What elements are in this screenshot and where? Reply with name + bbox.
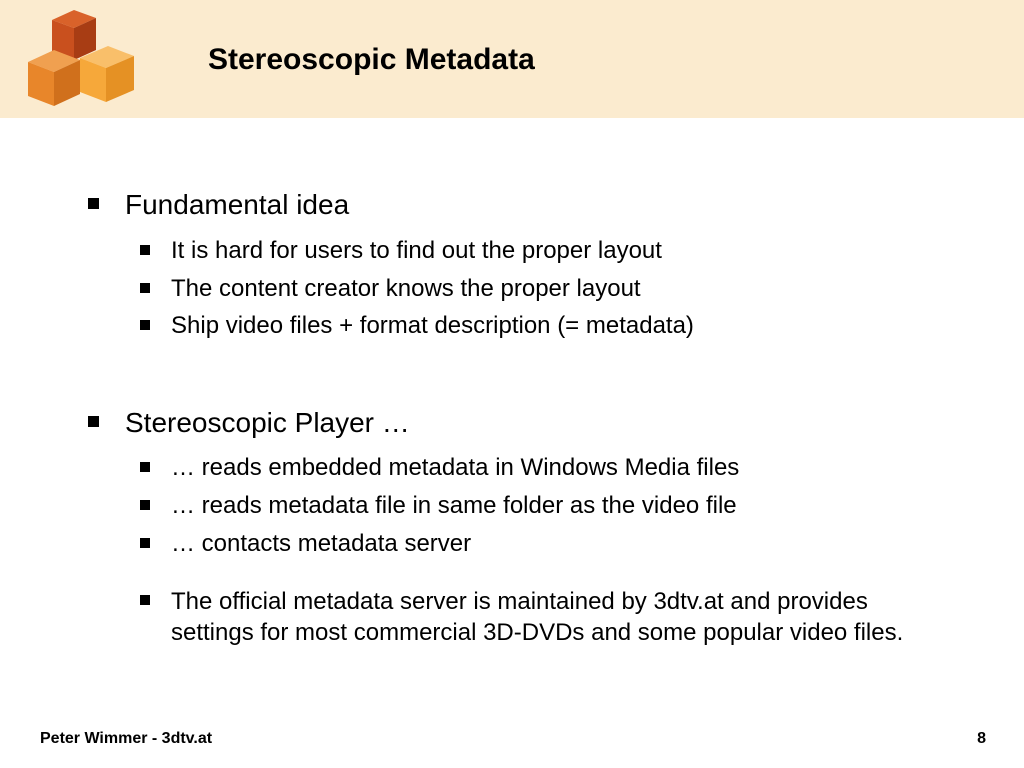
square-bullet-icon: [140, 595, 150, 605]
square-bullet-icon: [140, 320, 150, 330]
slide-title: Stereoscopic Metadata: [208, 43, 535, 76]
sub-bullet-text: The official metadata server is maintained by 3dtv.at and provides settings for most commercial 3D-DVDs and some popular video files.: [171, 588, 904, 646]
square-bullet-icon: [88, 198, 99, 209]
square-bullet-icon: [140, 462, 150, 472]
sub-bullet-text: It is hard for users to find out the proper layout: [171, 237, 662, 264]
square-bullet-icon: [140, 500, 150, 510]
square-bullet-icon: [140, 538, 150, 548]
section-heading: Fundamental idea: [125, 189, 350, 220]
sub-bullet-text: … reads metadata file in same folder as the video file: [171, 492, 737, 519]
page-number: 8: [977, 730, 986, 747]
sub-bullet-text: … reads embedded metadata in Windows Media files: [171, 454, 740, 481]
sub-bullet-text: The content creator knows the proper layout: [171, 275, 641, 302]
footer-author: Peter Wimmer - 3dtv.at: [40, 730, 213, 747]
square-bullet-icon: [140, 283, 150, 293]
section-heading: Stereoscopic Player …: [125, 407, 410, 438]
sub-bullet-text: … contacts metadata server: [171, 530, 472, 557]
square-bullet-icon: [88, 416, 99, 427]
square-bullet-icon: [140, 245, 150, 255]
sub-bullet-text: Ship video files + format description (= metadata): [171, 312, 694, 339]
